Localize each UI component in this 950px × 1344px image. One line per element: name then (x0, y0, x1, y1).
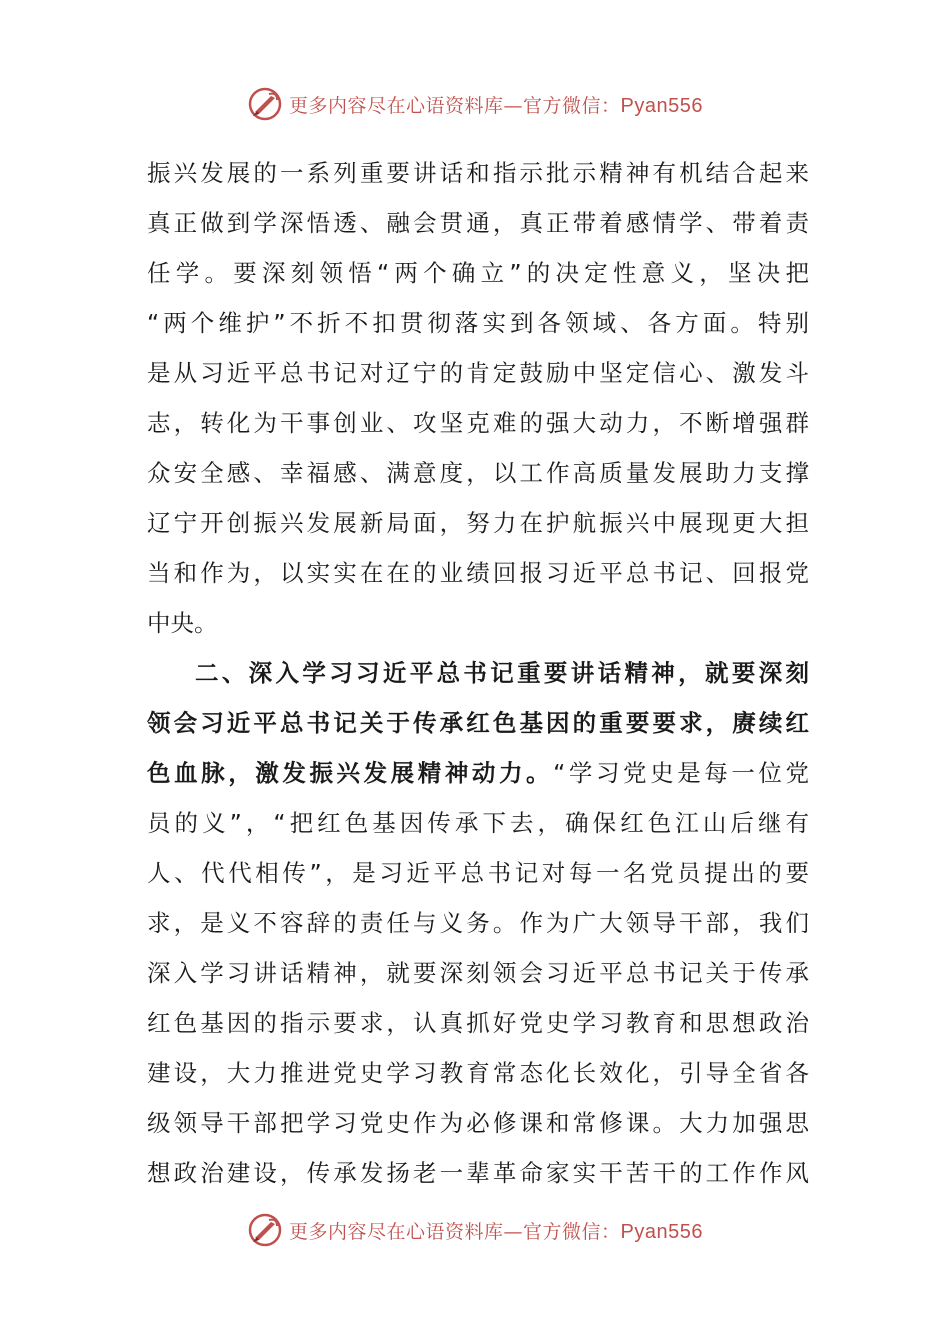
text-line: 众安全感、幸福感、满意度，以工作高质量发展助力支撑 (147, 459, 809, 487)
text-line: 真正做到学深悟透、融会贯通，真正带着感情学、带着责 (147, 209, 809, 237)
text-span: “学习党史是每一位党 (553, 759, 809, 787)
watermark-banner-top (0, 84, 950, 124)
text-line: 振兴发展的一系列重要讲话和指示批示精神有机结合起来 (147, 159, 809, 187)
text-line: 深入学习讲话精神，就要深刻领会习近平总书记关于传承 (147, 959, 809, 987)
text-line: 求，是义不容辞的责任与义务。作为广大领导干部，我们 (147, 909, 809, 937)
watermark-text: 更多内容尽在心语资料库—官方微信：Pyan556 (289, 94, 703, 117)
text-line (147, 748, 809, 798)
text-line: 辽宁开创振兴发展新局面，努力在护航振兴中展现更大担 (147, 509, 809, 537)
text-line: 是从习近平总书记对辽宁的肯定鼓励中坚定信心、激发斗 (147, 359, 809, 387)
watermark-text: 更多内容尽在心语资料库—官方微信：Pyan556 (289, 1220, 703, 1243)
section-heading-line: 二、深入学习习近平总书记重要讲话精神，就要深刻 (195, 659, 809, 687)
text-line: 人、代代相传”，是习近平总书记对每一名党员提出的要 (147, 859, 809, 887)
text-line: “两个维护”不折不扣贯彻落实到各领域、各方面。特别 (147, 309, 809, 337)
pen-logo-icon (247, 1212, 283, 1248)
text-line: 想政治建设，传承发扬老一辈革命家实干苦干的工作作风 (147, 1159, 809, 1187)
text-line: 级领导干部把学习党史作为必修课和常修课。大力加强思 (147, 1109, 809, 1137)
text-line: 志，转化为干事创业、攻坚克难的强大动力，不断增强群 (147, 409, 809, 437)
text-line: 红色基因的指示要求，认真抓好党史学习教育和思想政治 (147, 1009, 809, 1037)
paragraph-1 (147, 148, 809, 648)
section-heading-line: 领会习近平总书记关于传承红色基因的重要要求，赓续红 (147, 709, 809, 737)
text-line: 中央。 (147, 609, 218, 637)
document-body (147, 148, 809, 1198)
text-line: 员的义”，“把红色基因传承下去，确保红色江山后继有 (147, 809, 809, 837)
text-line: 当和作为，以实实在在的业绩回报习近平总书记、回报党 (147, 559, 809, 587)
section-heading-end: 色血脉，激发振兴发展精神动力。 (147, 759, 554, 787)
pen-logo-icon (247, 86, 283, 122)
text-line: 任学。要深刻领悟“两个确立”的决定性意义，坚决把 (147, 259, 809, 287)
watermark-banner-bottom (0, 1210, 950, 1250)
paragraph-2 (147, 648, 809, 1198)
text-line: 建设，大力推进党史学习教育常态化长效化，引导全省各 (147, 1059, 809, 1087)
